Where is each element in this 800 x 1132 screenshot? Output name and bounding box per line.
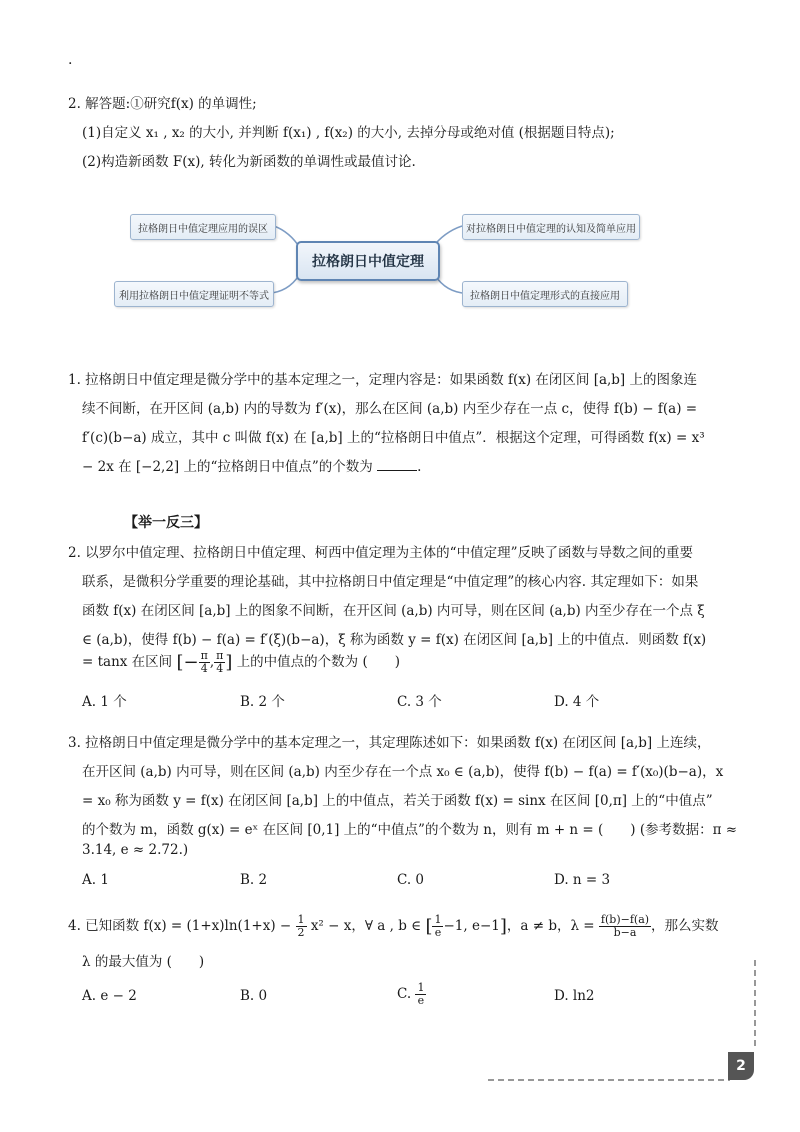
q2-line-5-start: = tanx 在区间	[82, 654, 173, 670]
page-corner-dashes	[480, 950, 770, 1090]
q1-line-4-text: − 2x 在 [−2,2] 上的“拉格朗日中值点”的个数为	[82, 459, 373, 475]
interval-bracket-right: ]	[225, 652, 233, 673]
q4-line-1-lambda: ，a ≠ b，λ =	[506, 918, 595, 934]
q4-line-1	[68, 914, 719, 939]
q4-option-a[interactable]: A. e − 2	[82, 988, 137, 1004]
q2-line-5	[82, 650, 400, 675]
q2-line-1: 2. 以罗尔中值定理、拉格朗日中值定理、柯西中值定理为主体的“中值定理”反映了函数与导数之间的重要	[68, 545, 693, 561]
method-line-3: (2)构造新函数 F(x), 转化为新函数的单调性或最值讨论.	[82, 154, 416, 170]
q4-option-c-label: C.	[397, 986, 412, 1002]
method-line-2: (1)自定义 x₁ , x₂ 的大小, 并判断 f(x₁) , f(x₂) 的大小, 去掉分母或绝对值 (根据题目特点);	[82, 125, 615, 141]
q3-option-a[interactable]: A. 1	[82, 872, 109, 888]
fraction-one-half: $\frac{1}{2}$	[297, 913, 305, 939]
q2-option-d[interactable]: D. 4 个	[554, 694, 600, 710]
q4-option-b[interactable]: B. 0	[240, 988, 268, 1004]
q4-line-1-start: 4. 已知函数 f(x) = (1+x)ln(1+x) −	[68, 918, 292, 934]
header-dot: .	[68, 52, 73, 68]
q4-interval-bracket-right: ]	[499, 916, 507, 937]
q3-option-b[interactable]: B. 2	[240, 872, 268, 888]
q4-option-d[interactable]: D. ln2	[554, 988, 595, 1004]
method-line-1: 2. 解答题:①研究f(x) 的单调性;	[68, 96, 257, 112]
fraction-option-c: $\frac{1}{e}$	[417, 981, 425, 1007]
q3-line-4: 的个数为 m，函数 g(x) = eˣ 在区间 [0,1] 上的“中值点”的个数为 n，则有 m + n = ( ) (参考数据：π ≈	[82, 822, 738, 838]
q4-line-1-mid: x² − x，∀ a , b ∈	[310, 918, 422, 934]
mindmap-node-bottom-left: 利用拉格朗日中值定理证明不等式	[114, 281, 274, 307]
q4-interval-rest: −1, e−1	[443, 918, 500, 934]
q3-line-1: 3. 拉格朗日中值定理是微分学中的基本定理之一，其定理陈述如下：如果函数 f(x) 在闭区间 [a,b] 上连续，	[68, 735, 711, 751]
mindmap-node-top-left: 拉格朗日中值定理应用的误区	[130, 214, 276, 240]
fraction-pi-over-4-a: $\frac{\pi}{4}$	[200, 649, 208, 675]
q2-line-5-end: 上的中值点的个数为 ( )	[236, 654, 401, 670]
fraction-one-over-e: $\frac{1}{e}$	[434, 913, 442, 939]
fraction-pi-over-4-b: $\frac{\pi}{4}$	[216, 649, 224, 675]
answer-blank[interactable]	[377, 458, 417, 471]
q3-line-5: 3.14, e ≈ 2.72.)	[82, 842, 189, 858]
q2-option-b[interactable]: B. 2 个	[240, 694, 285, 710]
q3-line-3: = x₀ 称为函数 y = f(x) 在闭区间 [a,b] 上的中值点，若关于函数 f(x) = sinx 在区间 [0,π] 上的“中值点”	[82, 793, 713, 809]
q2-option-c[interactable]: C. 3 个	[397, 694, 442, 710]
q3-option-d[interactable]: D. n = 3	[554, 872, 611, 888]
q1-line-2: 续不间断，在开区间 (a,b) 内的导数为 f′(x)，那么在区间 (a,b) 内至少存在一点 c，使得 f(b) − f(a) =	[82, 401, 698, 417]
q1-line-1: 1. 拉格朗日中值定理是微分学中的基本定理之一，定理内容是：如果函数 f(x) 在闭区间 [a,b] 上的图象连	[68, 372, 697, 388]
section-title: 【举一反三】	[124, 515, 208, 531]
q1-line-3: f′(c)(b−a) 成立，其中 c 叫做 f(x) 在 [a,b] 上的“拉格朗日中值点”．根据这个定理，可得函数 f(x) = x³	[82, 430, 705, 446]
fraction-lambda: $\frac{f(b)-f(a)}{b-a}$	[600, 913, 650, 939]
mindmap-node-top-right: 对拉格朗日中值定理的认知及简单应用	[462, 214, 640, 240]
mindmap-node-bottom-right: 拉格朗日中值定理形式的直接应用	[462, 281, 628, 307]
q4-line-2: λ 的最大值为 ( )	[82, 954, 205, 970]
q1-line-4-end: .	[417, 459, 422, 475]
q2-line-3: 函数 f(x) 在闭区间 [a,b] 上的图象不间断，在开区间 (a,b) 内可导，则在区间 (a,b) 内至少存在一个点 ξ	[82, 603, 705, 619]
q3-line-2: 在开区间 (a,b) 内可导，则在区间 (a,b) 内至少存在一个点 x₀ ∈ (a,b)，使得 f(b) − f(a) = f′(x₀)(b−a)，x	[82, 764, 724, 780]
q1-line-4	[82, 455, 421, 475]
q3-option-c[interactable]: C. 0	[397, 872, 425, 888]
page-number: 2	[728, 1052, 754, 1080]
mindmap-center: 拉格朗日中值定理	[296, 241, 440, 281]
interval-bracket-left: [−	[176, 652, 199, 673]
q2-line-2: 联系，是微积分学重要的理论基础，其中拉格朗日中值定理是“中值定理”的核心内容. 其定理如下：如果	[82, 574, 699, 590]
q4-interval-bracket-left: [	[425, 916, 433, 937]
q4-option-c[interactable]	[397, 982, 426, 1007]
q4-line-1-end: ，那么实数	[651, 918, 719, 934]
q2-option-a[interactable]: A. 1 个	[82, 694, 127, 710]
interval-comma: ,	[209, 654, 215, 670]
q2-line-4: ∈ (a,b)，使得 f(b) − f(a) = f′(ξ)(b−a)，ξ 称为函数 y = f(x) 在闭区间 [a,b] 上的中值点．则函数 f(x)	[82, 632, 707, 648]
